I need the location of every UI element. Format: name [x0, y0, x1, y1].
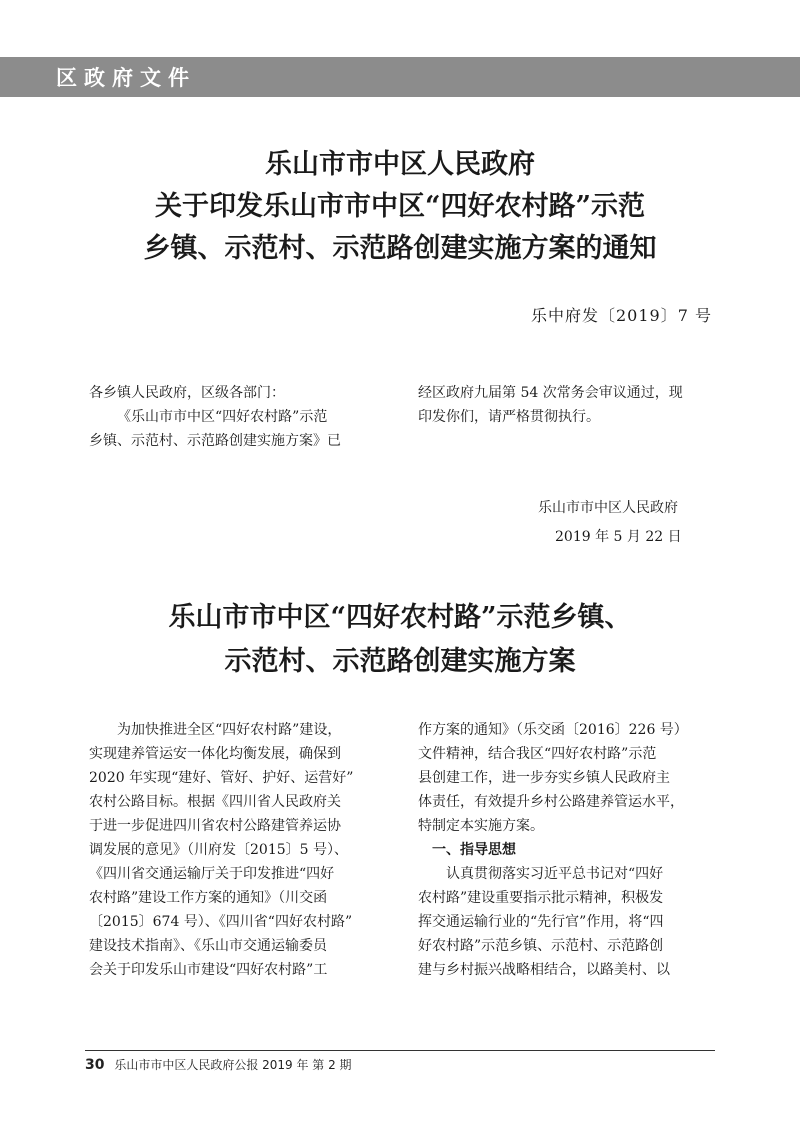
plan-body-line: 作方案的通知》（乐交函〔2016〕226 号） — [418, 722, 688, 738]
plan-body-line: 建与乡村振兴战略相结合，以路美村、以 — [418, 962, 670, 978]
section-heading: 一、指导思想 — [432, 842, 516, 858]
salutation: 各乡镇人民政府，区级各部门： — [89, 385, 285, 401]
plan-body-left — [89, 718, 353, 982]
plan-body-line: 会关于印发乐山市建设“四好农村路”工 — [89, 962, 328, 978]
plan-body-line: 好农村路”示范乡镇、示范村、示范路创 — [418, 938, 664, 954]
plan-body-line: 实现建养管运安一体化均衡发展，确保到 — [89, 746, 341, 762]
plan-body-line: 农村路”建设工作方案的通知》（川交函 — [89, 890, 328, 906]
page-number: 30 — [85, 1057, 105, 1073]
publication-name: 乐山市市中区人民政府公报 2019 年 第 2 期 — [114, 1058, 352, 1072]
notice-title-line: 关于印发乐山市市中区“四好农村路”示范 — [154, 191, 646, 222]
document-number: 乐中府发〔2019〕7 号 — [531, 306, 712, 325]
plan-body-line: 县创建工作，进一步夯实乡镇人民政府主 — [418, 770, 670, 786]
notice-body-left — [89, 381, 341, 453]
plan-body-line: 农村公路目标。根据《四川省人民政府关 — [89, 794, 341, 810]
plan-body-line: 为加快推进全区“四好农村路”建设， — [117, 722, 342, 738]
notice-body-line: 印发你们，请严格贯彻执行。 — [418, 409, 600, 425]
notice-body-line: 乡镇、示范村、示范路创建实施方案》已 — [89, 433, 341, 449]
notice-title-line: 乡镇、示范村、示范路创建实施方案的通知 — [143, 233, 657, 264]
notice-body-right — [418, 381, 683, 429]
plan-body-line: 〔2015〕674 号）、《四川省“四好农村路” — [89, 914, 353, 930]
issue-date: 2019 年 5 月 22 日 — [555, 529, 682, 545]
plan-title — [0, 596, 800, 684]
plan-body-line: 2020 年实现“建好、管好、护好、运营好” — [89, 770, 354, 786]
plan-body-line: 特制定本实施方案。 — [418, 818, 544, 834]
plan-body-line: 体责任，有效提升乡村公路建养管运水平， — [418, 794, 684, 810]
footer-rule — [85, 1050, 715, 1051]
plan-body-line: 文件精神，结合我区“四好农村路”示范 — [418, 746, 657, 762]
plan-body-line: 挥交通运输行业的“先行官”作用，将“四 — [418, 914, 664, 930]
section-header-label: 区政府文件 — [56, 66, 196, 90]
plan-title-line: 示范村、示范路创建实施方案 — [224, 646, 576, 677]
signature: 乐山市市中区人民政府 — [538, 500, 678, 516]
plan-body-line: 建设技术指南》、《乐山市交通运输委员 — [89, 938, 327, 954]
page-footer — [85, 1056, 352, 1073]
plan-body-line: 调发展的意见》（川府发〔2015〕5 号）、 — [89, 842, 348, 858]
plan-body-line: 认真贯彻落实习近平总书记对“四好 — [446, 866, 664, 882]
notice-title-line: 乐山市市中区人民政府 — [265, 149, 535, 180]
notice-title — [0, 144, 800, 270]
plan-title-line: 乐山市市中区“四好农村路”示范乡镇、 — [168, 602, 632, 633]
plan-body-right — [418, 718, 688, 982]
plan-body-line: 于进一步促进四川省农村公路建管养运协 — [89, 818, 341, 834]
plan-body-line: 《四川省交通运输厅关于印发推进“四好 — [89, 866, 335, 882]
notice-body-line: 经区政府九届第 54 次常务会审议通过，现 — [418, 385, 683, 401]
notice-body-line: 《乐山市市中区“四好农村路”示范 — [117, 409, 328, 425]
plan-body-line: 农村路”建设重要指示批示精神，积极发 — [418, 890, 664, 906]
